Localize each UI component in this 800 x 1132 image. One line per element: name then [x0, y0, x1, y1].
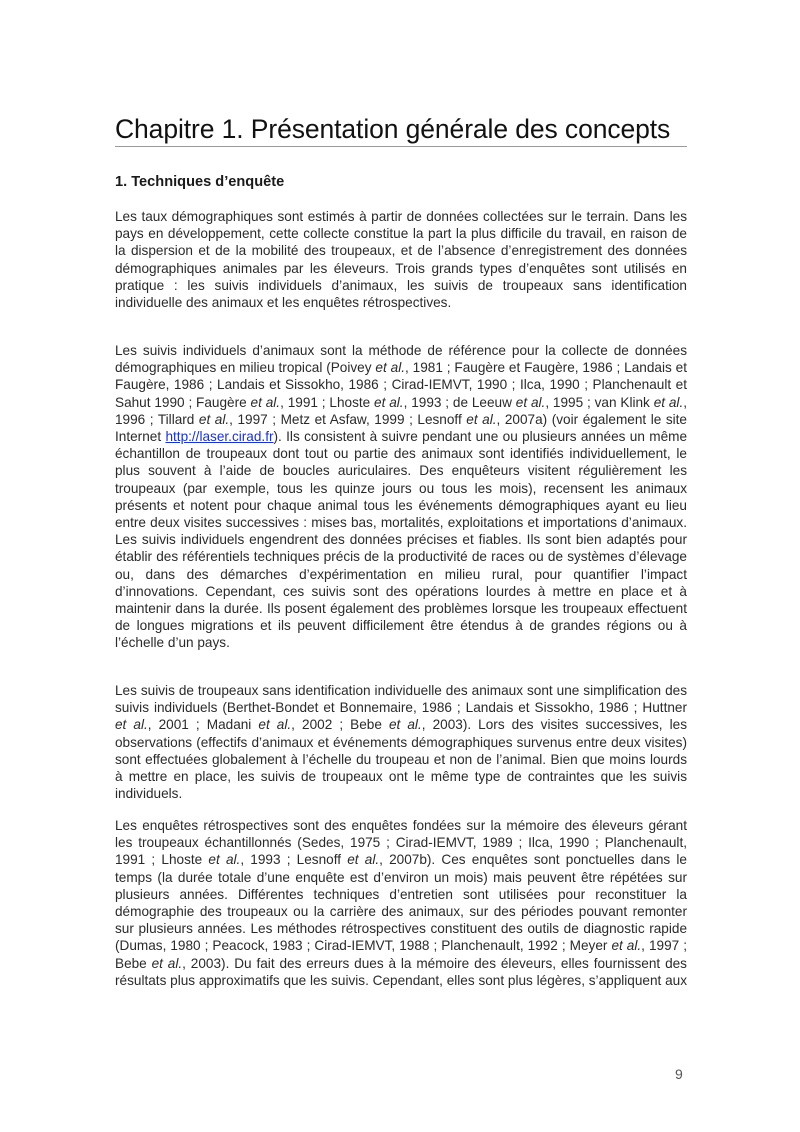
paragraph-text: , 2007b). Ces enquêtes sont ponctuelles dans le temps (la durée totale d’une enquête est d’environ un mois) mais peuvent être répétées sur plusieurs années. Différentes techniques d’entretien sont utilisées pour reconstituer la démographie des troupeaux ou la carrière des animaux, sur des périodes pouvant remonter sur plusieurs années. Les méthodes rétrospectives constituent des outils de diagnostic rapide (Dumas, 1980 ; Peacock, 1983 ; Cirad-IEMVT, 1988 ; Planchenault, 1992 ; Meyer: [115, 852, 687, 954]
citation-et-al: et al.: [347, 852, 380, 868]
citation-et-al: et al.: [208, 852, 241, 868]
paragraph-text: Les taux démographiques sont estimés à partir de données collectées sur le terrain. Dans les pays en développement, cette collecte constitue la part la plus difficile du travail, en raison de la dispersion et de la mobilité des troupeaux, et de l’absence d’enregistrement des données démographiques animales par les éleveurs. Trois grands types d’enquêtes sont utilisés en pratique : les suivis individuels d’animaux, les suivis de troupeaux sans identification individuelle des animaux et les enquêtes rétrospectives.: [115, 209, 687, 311]
paragraph-text: Les suivis individuels d’animaux sont la méthode de référence pour la collecte de données démographiques en milieu tropical (Poivey: [115, 343, 687, 376]
citation-et-al: et al.: [466, 411, 497, 427]
paragraph-text: , 1993 ; de Leeuw: [403, 394, 516, 410]
paragraph-survey-types: [115, 208, 687, 311]
website-link[interactable]: http://laser.cirad.fr: [165, 429, 274, 445]
citation-et-al: et al.: [388, 717, 422, 733]
paragraph-text: Les enquêtes rétrospectives sont des enquêtes fondées sur la mémoire des éleveurs gérant les troupeaux échantillonnés (Sedes, 1975 ; Cirad-IEMVT, 1989 ; Ilca, 1990 ; Planchenault, 1991 ; Lhoste: [115, 818, 687, 868]
paragraph-text: , 2003). Du fait des erreurs dues à la mémoire des éleveurs, elles fournissent des résultats plus approximatifs que les suivis. Cependant, elles sont plus légères, s’appliquent aux: [115, 955, 688, 988]
citation-et-al: et al.: [374, 394, 404, 410]
paragraph-text: , 1981 ; Faugère et Faugère, 1986 ; Landais et Faugère, 1986 ; Landais et Sissokho, 1986 ; Cirad-IEMVT, 1990 ; Ilca, 1990 ; Planchenault et Sahut 1990 ; Faugère: [115, 360, 687, 410]
citation-et-al: et al.: [653, 394, 684, 410]
paragraph-text: , 1993 ; Lesnoff: [240, 852, 348, 868]
citation-et-al: et al.: [515, 394, 546, 410]
paragraph-text: Les suivis de troupeaux sans identification individuelle des animaux sont une simplification des suivis individuels (Berthet-Bondet et Bonnemaire, 1986 ; Landais et Sissokho, 1986 ; Huttner: [115, 683, 687, 716]
page-number: 9: [675, 1066, 683, 1082]
citation-et-al: et al.: [375, 360, 405, 376]
paragraph-text: ). Ils consistent à suivre pendant une ou plusieurs années un même échantillon de troupeaux dont tout ou partie des animaux sont identifiés individuellement, le plus souvent à l’aide de boucles auriculaires. Des enquêteurs visitent régulièrement les troupeaux (par exemple, tous les quinze jours ou tous les mois), recensent les animaux présents et notent pour chaque animal tous les événements démographiques ayant eu lieu entre deux visites successives : mises bas, mortalités, exploitations et importations d’animaux. Les suivis individuels engendrent des données précises et fiables. Ils sont bien adaptés pour établir des référentiels techniques précis de la productivité de races ou de systèmes d’élevage ou, dans des démarches d’expérimentation en milieu rural, pour quantifier l’impact d’innovations. Cependant, ces suivis sont des opérations lourdes à mettre en place et à maintenir dans la durée. Ils posent également des problèmes lorsque les troupeaux effectuent de longues migrations et ils peuvent difficilement être étendus à de grandes régions ou à l’échelle d’un pays.: [115, 429, 688, 651]
paragraph-text: , 2002 ; Bebe: [291, 717, 389, 733]
chapter-title: Chapitre 1. Présentation générale des concepts: [115, 114, 671, 144]
paragraph-individual-monitoring: [115, 342, 687, 652]
citation-et-al: et al.: [250, 394, 281, 410]
paragraph-text: , 1996 ; Tillard: [115, 394, 688, 427]
section-title: 1. Techniques d’enquête: [115, 174, 285, 190]
paragraph-text: , 1997 ; Bebe: [115, 938, 687, 971]
paragraph-herd-monitoring: [115, 682, 687, 802]
paragraph-text: , 1991 ; Lhoste: [280, 394, 375, 410]
paragraph-text: , 2007a) (voir également le site Internet: [115, 411, 687, 445]
paragraph-text: , 2003). Lors des visites successives, les observations (effectifs d’animaux et événements démographiques survenus entre deux visites) sont effectuées globalement à l’échelle du troupeau et non de l’animal. Bien que moins lourds à mettre en place, les suivis de troupeaux ont le même type de contraintes que les suivis individuels.: [115, 717, 687, 802]
citation-et-al: et al.: [198, 411, 230, 427]
citation-et-al: et al.: [611, 938, 642, 954]
citation-et-al: et al.: [151, 955, 183, 971]
paragraph-text: , 1995 ; van Klink: [545, 394, 654, 410]
title-underline-rule: [115, 146, 687, 147]
citation-et-al: et al.: [115, 717, 148, 733]
citation-et-al: et al.: [258, 717, 292, 733]
paragraph-text: , 2001 ; Madani: [147, 717, 259, 733]
paragraph-retrospective-surveys: [115, 817, 687, 989]
paragraph-text: , 1997 ; Metz et Asfaw, 1999 ; Lesnoff: [229, 411, 467, 427]
